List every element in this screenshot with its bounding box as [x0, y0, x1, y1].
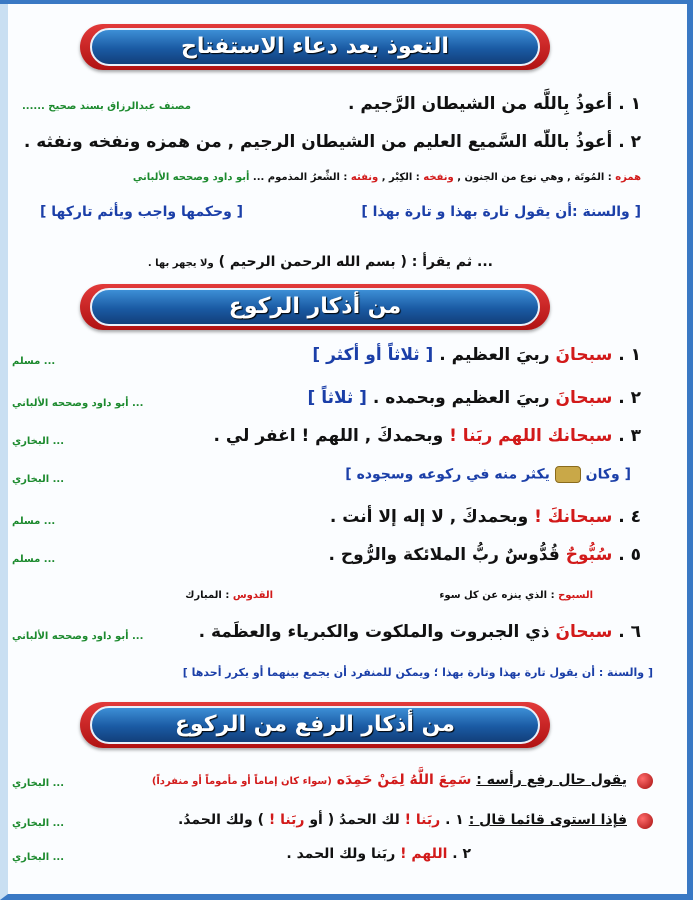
ruku-line-1 — [312, 345, 641, 365]
gloss-term: همزه — [615, 172, 641, 183]
top-border — [0, 0, 693, 4]
line-number: ٤ . — [618, 507, 641, 527]
source-label: ... أبو داود وصححه الألباني — [12, 398, 144, 409]
gloss-def: : الكِبْر , — [381, 172, 420, 183]
raf-line-2 — [178, 812, 627, 828]
pbuh-seal-icon — [555, 466, 581, 483]
gloss-def: : المبارك — [185, 590, 230, 601]
raf-intro: يقول حال رفع رأسه : — [476, 772, 627, 788]
raf-red-text: سَمِعَ اللَّهُ لِمَنْ حَمِدَه — [336, 772, 472, 788]
gloss-term: السبوح — [558, 590, 593, 601]
section-title: من أذكار الرفع من الركوع — [90, 706, 540, 744]
source-label: ... مسلم — [12, 516, 56, 527]
wakan-note — [345, 466, 631, 483]
source-label: ... البخاري — [12, 818, 65, 829]
bullet-icon — [637, 773, 653, 789]
gloss-term: القدوس — [232, 590, 273, 601]
line-text: أعوذُ بِاللَّه من الشيطان الرَّجيم . — [347, 94, 613, 114]
raf-line-1 — [152, 772, 627, 788]
line-text: وبحمدكَ , اللهم ! اغفر لي . — [213, 426, 444, 446]
then-read-note: ولا يجهر بها . — [147, 258, 214, 269]
section-title: التعوذ بعد دعاء الاستفتاح — [90, 28, 540, 66]
source-label: أبو داود وصححه الألباني — [132, 172, 250, 183]
line-red-text: سبحانكَ ! — [534, 507, 613, 527]
gloss-def: : المُوتَة , وهي نوع من الجنون , — [457, 172, 612, 183]
gloss-term: ونفخه — [423, 172, 454, 183]
taawudh-line-2 — [24, 132, 641, 152]
ruku-glosses — [439, 590, 593, 601]
line-number: ٢ . — [618, 132, 641, 152]
raf-text: لك الحمدُ — [338, 812, 400, 828]
ruku-glosses-2 — [185, 590, 273, 601]
line-number: ١ . — [445, 812, 464, 828]
line-number: ٥ . — [618, 545, 641, 565]
line-text: ربيَ العظيم . — [439, 345, 550, 365]
taawudh-line-1 — [348, 94, 641, 114]
wakan-text-b: يكثر منه في ركوعه وسجوده ] — [345, 466, 550, 483]
line-bracket: [ ثلاثاً ] — [307, 388, 367, 408]
line-red-text: سبحانَ — [555, 345, 613, 365]
section-title: من أذكار الركوع — [90, 288, 540, 326]
line-red-text: سبحانَ — [555, 388, 613, 408]
sunnah-note-a: [ والسنة :أن يقول تارة بهذا و تارة بهذا ] — [361, 204, 641, 220]
ruku-line-6 — [199, 622, 641, 642]
line-red-text: سُبُّوحٌ — [565, 545, 613, 565]
ruku-line-3 — [213, 426, 641, 446]
wakan-text-a: [ وكان — [585, 466, 631, 483]
taawudh-glosses — [133, 172, 641, 183]
line-red-text: سبحانَ — [555, 622, 613, 642]
source-label: ... البخاري — [12, 778, 65, 789]
then-read-line — [148, 254, 493, 270]
line-text: ربيَ العظيم وبحمده . — [372, 388, 550, 408]
raf-text: ) ولك الحمدُ. — [177, 812, 265, 828]
line-red-text: سبحانك اللهم ربَنا ! — [449, 426, 613, 446]
then-read-text: ... ثم يقرأ : ( بسم الله الرحمن الرحيم ) — [218, 254, 493, 270]
section-banner-ruku — [80, 284, 550, 330]
raf-red-text: اللهم ! — [400, 846, 448, 862]
line-number: ٢ . — [618, 388, 641, 408]
bullet-icon — [637, 813, 653, 829]
line-number: ١ . — [618, 345, 641, 365]
raf-intro: فإذا استوى قائما قال : — [468, 812, 627, 828]
line-number: ٢ . — [452, 846, 471, 862]
line-text: وبحمدكَ , لا إله إلا أنت . — [329, 507, 529, 527]
line-bracket: [ ثلاثاً أو أكثر ] — [312, 345, 434, 365]
source-label: ... أبو داود وصححه الألباني — [12, 631, 144, 642]
gloss-def: : الذي ينزه عن كل سوء — [439, 590, 555, 601]
line-number: ٣ . — [618, 426, 641, 446]
raf-red-text: ربَنا ! — [268, 812, 305, 828]
raf-note: (سواء كان إماماً أو مأموماً أو منفرداً) — [151, 776, 332, 787]
raf-line-3 — [286, 846, 471, 862]
source-label: مصنف عبدالرزاق بسند صحيح ...... — [22, 101, 191, 112]
line-number: ٦ . — [618, 622, 641, 642]
source-label: ... مسلم — [12, 554, 56, 565]
line-text: أعوذُ باللّه السَّميع العليم من الشيطان الرجيم , من همزه ونفخه ونفثه . — [23, 132, 613, 152]
gloss-term: ونفثه — [350, 172, 379, 183]
raf-red-text: ربَنا ! — [404, 812, 441, 828]
source-label: ... البخاري — [12, 436, 65, 447]
line-number: ١ . — [618, 94, 641, 114]
ruku-line-2 — [308, 388, 641, 408]
gloss-def: : الشِّعرُ المذموم ... — [252, 172, 348, 183]
raf-text: ربَنا ولك الحمد . — [286, 846, 396, 862]
section-banner-taawudh — [80, 24, 550, 70]
raf-text: ( أو — [309, 812, 335, 828]
source-label: ... البخاري — [12, 852, 65, 863]
section-banner-raf — [80, 702, 550, 748]
sunnah-note-b: [ وحكمها واجب ويأثم تاركها ] — [40, 204, 244, 220]
source-label: ... البخاري — [12, 474, 65, 485]
ruku-line-4 — [330, 507, 641, 527]
source-label: ... مسلم — [12, 356, 56, 367]
line-text: قُدُّوسٌ ربُّ الملائكة والرُّوح . — [328, 545, 560, 565]
ruku-line-5 — [329, 545, 641, 565]
sunnah-note-ruku: [ والسنة : أن يقول تارة بهذا وتارة بهذا ؛ ويمكن للمنفرد أن يجمع بينهما أو يكرر أحدها ] — [182, 666, 653, 679]
line-text: ذي الجبروت والملكوت والكبرياء والعظَمة . — [198, 622, 550, 642]
